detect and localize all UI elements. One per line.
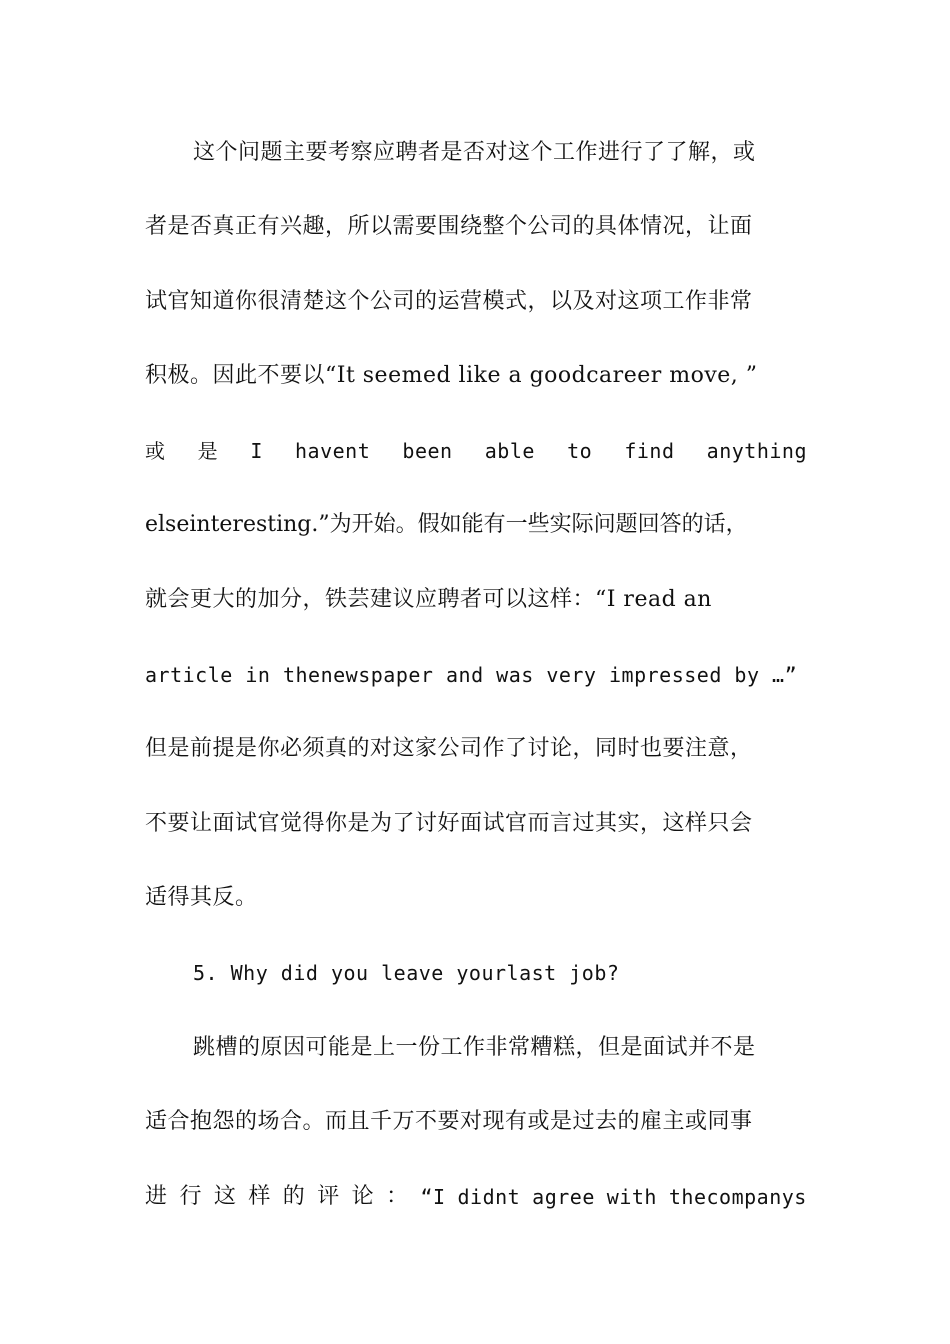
word: I: [250, 439, 263, 463]
word: 是: [197, 439, 219, 463]
word: agree: [532, 1185, 595, 1209]
paragraph-line: 试官知道你很清楚这个公司的运营模式，以及对这项工作非常: [145, 289, 753, 314]
paragraph-line: 就会更大的加分，铁芸建议应聘者可以这样：“I read an: [145, 587, 712, 612]
paragraph-line: 但是前提是你必须真的对这家公司作了讨论，同时也要注意，: [145, 736, 753, 761]
word: 的: [282, 1184, 306, 1209]
word: “I: [420, 1185, 446, 1209]
word: 行: [179, 1184, 202, 1209]
word: find: [624, 439, 675, 463]
paragraph-line: 这个问题主要考察应聘者是否对这个工作进行了了解，或: [193, 140, 756, 165]
word: 样: [248, 1184, 271, 1209]
word: to: [567, 439, 593, 463]
paragraph-line: 适得其反。: [145, 885, 258, 910]
word: 论: [351, 1184, 375, 1209]
paragraph-line: 适合抱怨的场合。而且千万不要对现有或是过去的雇主或同事: [145, 1109, 753, 1134]
paragraph-line-justified: [145, 436, 807, 466]
word: with: [606, 1185, 657, 1209]
paragraph-line: 积极。因此不要以“It seemed like a goodcareer move, ”: [145, 363, 758, 388]
word: able: [484, 439, 535, 463]
paragraph-line: article in thenewspaper and was very impressed by …”: [145, 663, 798, 687]
word: 这: [213, 1184, 237, 1209]
word: 或: [145, 439, 166, 463]
word: been: [402, 439, 453, 463]
word: 进: [145, 1184, 168, 1209]
word: 评: [317, 1184, 340, 1209]
paragraph-line: elseinteresting.”为开始。假如能有一些实际问题回答的话，: [145, 512, 748, 537]
paragraph-line: 者是否真正有兴趣，所以需要围绕整个公司的具体情况，让面: [145, 214, 753, 239]
word: ：: [386, 1184, 409, 1209]
word: didnt: [457, 1185, 521, 1209]
word: anything: [706, 439, 807, 463]
section-heading: 5. Why did you leave yourlast job?: [193, 961, 620, 985]
word: thecompanys: [668, 1185, 807, 1209]
word: havent: [295, 439, 371, 463]
paragraph-line-justified: [145, 1182, 807, 1212]
paragraph-line: 跳槽的原因可能是上一份工作非常糟糕，但是面试并不是: [193, 1035, 756, 1060]
paragraph-line: 不要让面试官觉得你是为了讨好面试官而言过其实，这样只会: [145, 811, 753, 836]
